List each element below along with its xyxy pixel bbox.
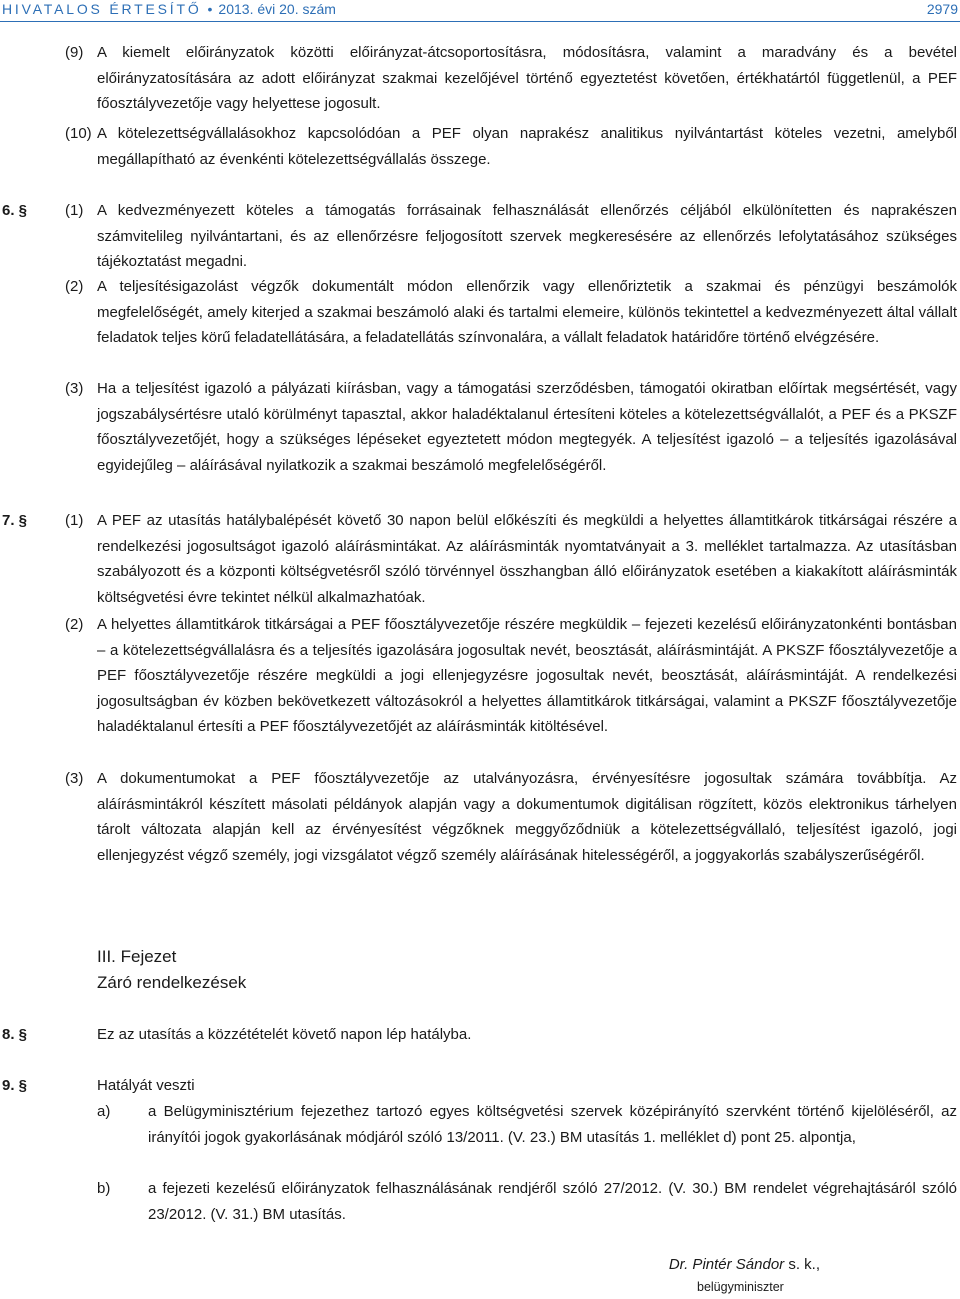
list-item: a fejezeti kezelésű előirányzatok felhasználásának rendjéről szóló 27/2012. (V. 30.) BM rendelet végrehajtásáról szóló 23/2012. (V. 31.) BM utasítás. (148, 1180, 957, 1223)
section-6-label: 6. § (2, 202, 28, 219)
signature (669, 1256, 820, 1273)
section-6-paragraph-3: Ha a teljesítést igazoló a pályázati kiírásban, vagy a támogatási szerződésben, támogatói okiratban előírtak megsértését, vagy jogszabálysértésre utaló körülményt tapasztal, akkor haladéktalanul értesíteni köteles a kötelezettségvállalót, a PEF és a PKSZF főosztályvezetőjét, hogy a szükséges lépéseket egyeztetett módon megtegyék. A teljesítést igazoló – a teljesítés igazolásával egyidejűleg – aláírásával nyilatkozik a szakmai beszámoló megfelelőségéről. (97, 380, 957, 474)
list-item-mark: a) (97, 1103, 111, 1120)
signature-suffix: s. k., (784, 1256, 820, 1273)
section-6-paragraph-1: A kedvezményezett köteles a támogatás forrásainak felhasználását ellenőrzés céljából elkülönítetten és naprakészen számvitelileg nyilvántartani, és az ellenőrzésre feljogosított szervek megkeresésére az ellenőrzés lefolytatásához szükséges tájékoztatást megadni. (97, 202, 957, 271)
section-7-paragraph-2: A helyettes államtitkárok titkárságai a PEF főosztályvezetője részére megküldik – fejezeti kezelésű előirányzatonkénti bontásban – a kötelezettségvállalásra és a teljesítés igazolására jogosultak nevét, beosztását, aláírásmintáját. A PKSZF főosztályvezetője a PEF főosztályvezetője részére megküldi a jogi ellenjegyzésre jogosultak nevét, beosztását, aláírásmintáját. A rendelkezési jogosultságban év közben bekövetkezett változásokról a helyettes államtitkárok titkárságai, valamint a PKSZF főosztályvezetője haladéktalanul értesíti a PEF főosztályvezetőjét az aláírásminták kitöltésével. (97, 616, 957, 736)
paragraph-number: (1) (65, 202, 84, 219)
paragraph-number: (3) (65, 380, 84, 397)
chapter-number: III. Fejezet (97, 947, 177, 966)
signatory-title: belügyminiszter (697, 1280, 784, 1294)
paragraph-10: A kötelezettségvállalásokhoz kapcsolódóan a PEF olyan naprakész analitikus nyilvántartást köteles vezetni, amelyből megállapítható az évenkénti kötelezettségvállalás összege. (97, 125, 957, 168)
section-7-label: 7. § (2, 512, 28, 529)
section-9-label: 9. § (2, 1077, 28, 1094)
paragraph-number: (10) (65, 125, 92, 142)
paragraph-number: (1) (65, 512, 84, 529)
paragraph-number: (2) (65, 616, 84, 633)
section-8-label: 8. § (2, 1026, 28, 1043)
paragraph-number: (2) (65, 278, 84, 295)
section-9-intro: Hatályát veszti (97, 1077, 195, 1094)
page-header (0, 0, 960, 22)
signatory-name: Dr. Pintér Sándor (668, 1256, 785, 1273)
section-7-paragraph-3: A dokumentumokat a PEF főosztályvezetője az utalványozásra, érvényesítésre jogosultak számára továbbítja. Az aláírásmintákról készített másolati példányok alapján vagy a dokumentumok digitálisan rögzített, közös elektronikus tárhelyen tárolt változata alapján kell az érvényesítést végzőknek meggyőződniük a kötelezettségvállaló, teljesítést igazoló, jogi ellenjegyzést végző személy, jogi vizsgálatot végző személy aláírásának hitelességéről, a joggyakorlás szabályszerűségéről. (97, 770, 957, 864)
page-number: 2979 (926, 1, 958, 17)
list-item-mark: b) (97, 1180, 111, 1197)
paragraph-number: (9) (65, 44, 84, 61)
section-7-paragraph-1: A PEF az utasítás hatálybalépését követő 30 napon belül előkészíti és megküldi a helyettes államtitkárok titkárságai részére a rendelkezési jogosultságot igazoló aláírásmintákat. Az aláírásminták nyomtatványait a 3. melléklet tartalmazza. Az utasításban szabályozott és a központi költségvetésről szóló törvénnyel összhangban álló előirányzatok esetében a kiakakított aláírásminták költségvetési évre tekintet nélkül alkalmazhatóak. (97, 512, 957, 606)
section-6-paragraph-2: A teljesítésigazolást végzők dokumentált módon ellenőrzik vagy ellenőriztetik a szakmai és pénzügyi beszámolók megfelelőségét, amely kiterjed a szakmai beszámoló alaki és tartalmi elemeire, különös tekintettel a kedvezményezett által vállalt feladatok teljes körű feladatellátására, a feladatellátás színvonalára, a vállalt feladatok határidőre történő elvégzésére. (97, 278, 957, 347)
journal-name: HIVATALOS ÉRTESÍTŐ (2, 1, 202, 17)
list-item: a Belügyminisztérium fejezethez tartozó egyes költségvetési szervek középirányító szervként történő kijelöléséről, az irányítói jogok gyakorlásának módjáról szóló 13/2011. (V. 23.) BM utasítás 1. melléklet d) pont 25. alpontja, (148, 1103, 957, 1146)
paragraph-number: (3) (65, 770, 84, 787)
issue-number: 2013. évi 20. szám (218, 1, 336, 17)
paragraph-9: A kiemelt előirányzatok közötti előirányzat-átcsoportosításra, módosításra, valamint a maradvány és a bevétel előirányzatosítására az adott előirányzat szakmai kezelőjével történő egyeztetést követően, értékhatártól függetlenül, a PEF főosztályvezetője vagy helyettese jogosult. (97, 44, 957, 113)
header-bullet: • (207, 1, 213, 17)
journal-title (2, 1, 336, 17)
section-8-text: Ez az utasítás a közzétételét követő napon lép hatályba. (97, 1026, 472, 1043)
chapter-title: Záró rendelkezések (97, 973, 247, 992)
header-rule (0, 21, 960, 22)
